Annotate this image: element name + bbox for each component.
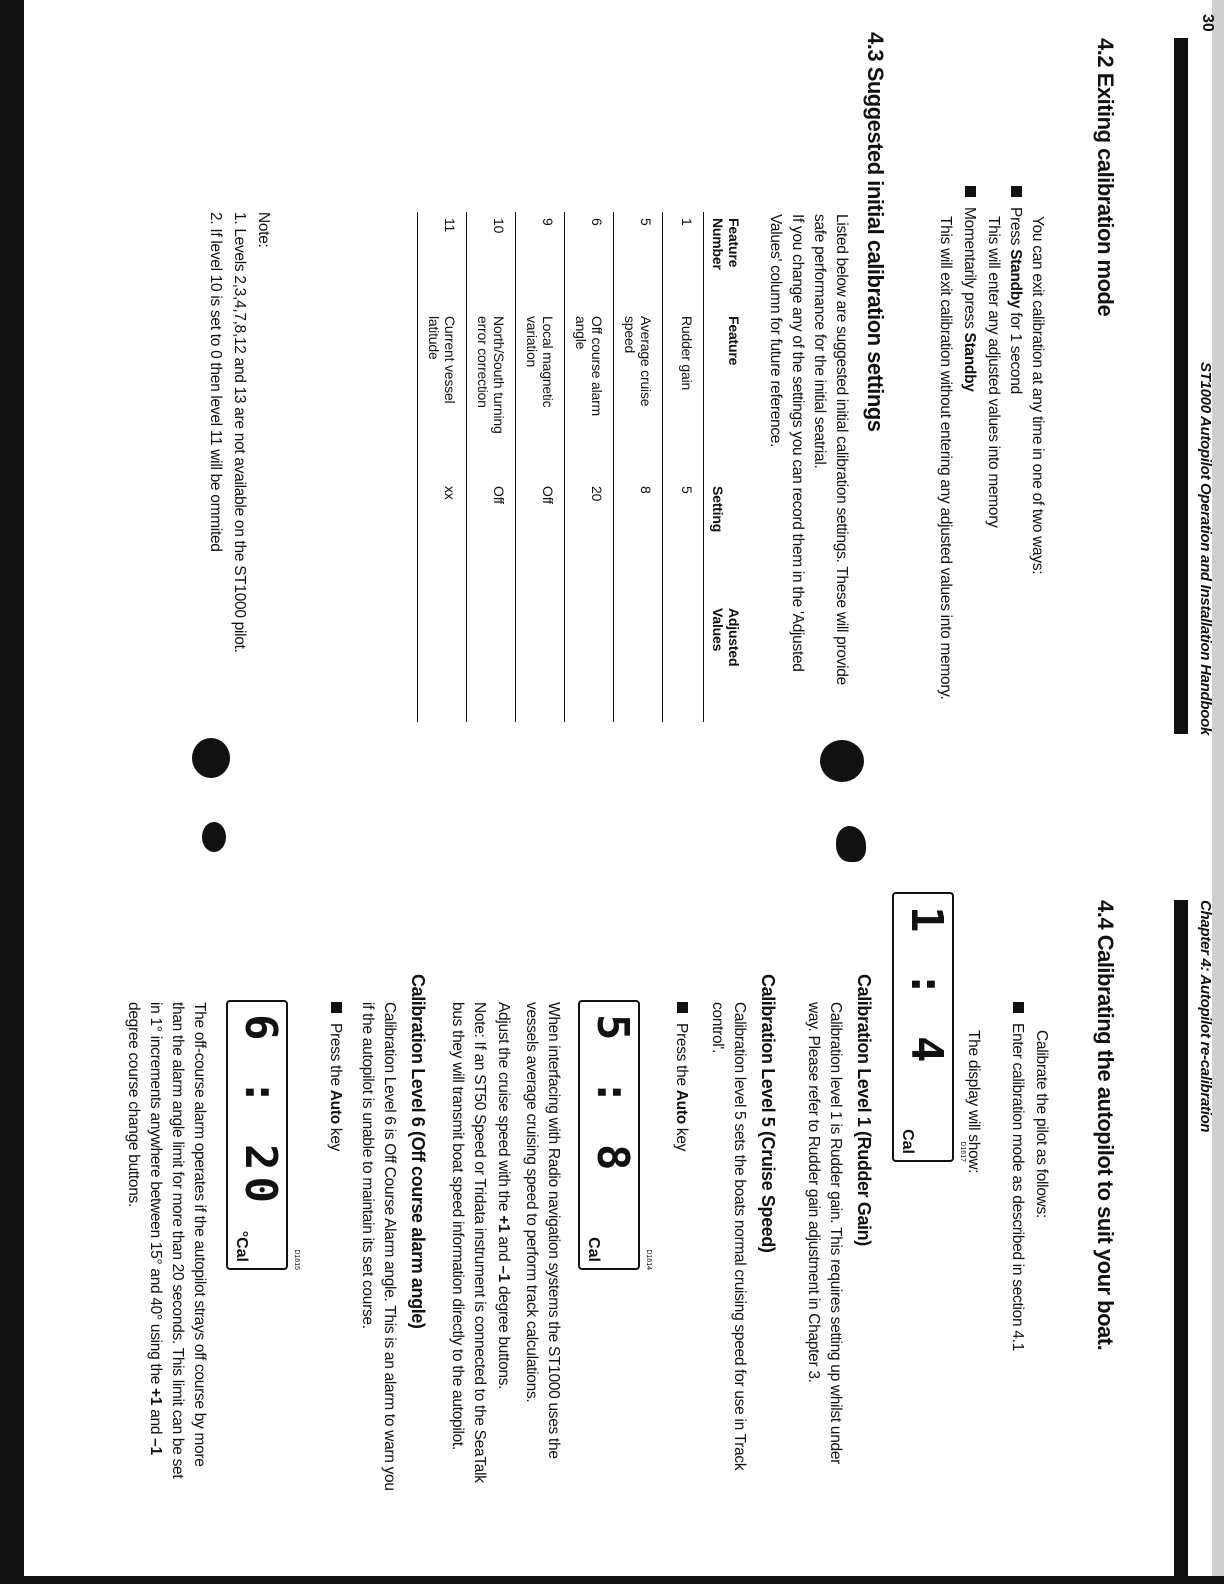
level-5-note: Note: If an ST50 Speed or Tridata instrument is connected to the SeaTalk bus they will transmit boat speed information directly to the autopilot.	[449, 1002, 488, 1483]
level-5-text: Calibration level 5 sets the boats normal cruising speed for use in Track control'.	[709, 1002, 748, 1471]
bullet-square-icon	[1013, 1002, 1024, 1013]
level-6-para-2: The off-course alarm operates if the autopilot strays off course by more than the alarm angle limit for more than 20 seconds. This limit can be set in 1° increments anywhere between 15° and 40° using the +1 and –1 degree course change buttons.	[125, 1002, 208, 1479]
cell-number: 10	[467, 212, 516, 310]
bullet-square-icon	[1011, 186, 1022, 197]
press-auto-step-1: Press the Auto key	[670, 1002, 692, 1151]
note-1: 1. Levels 2,3,4,7,8,12 and 13 are not available on the ST1000 pilot.	[231, 212, 248, 653]
cell-number: 5	[614, 212, 663, 310]
col-header-number: Feature Number	[704, 212, 749, 310]
cell-adjusted	[418, 602, 467, 722]
header-right-title: Chapter 4: Autopilot re-calibration	[1197, 900, 1214, 1133]
cell-adjusted	[663, 602, 704, 722]
table-row	[565, 212, 614, 722]
press-auto-step-2: Press the Auto key	[324, 1002, 346, 1151]
sec43-para-2: If you change any of the settings you can record them in the 'Adjusted Values' column for future reference.	[767, 214, 806, 672]
cell-adjusted	[467, 602, 516, 722]
section-4-2-title: 4.2 Exiting calibration mode	[1093, 38, 1118, 317]
col-header-feature: Feature	[704, 310, 749, 480]
col-header-setting: Setting	[704, 480, 749, 602]
cell-feature: Rudder gain	[663, 310, 704, 480]
cell-number: 9	[516, 212, 565, 310]
cell-setting: 5	[663, 480, 704, 602]
sec44-display-will-show: The display will show:	[965, 1030, 982, 1174]
cell-setting: Off	[467, 480, 516, 602]
level-1-title: Calibration Level 1 (Rudder Gain)	[854, 974, 874, 1246]
cell-setting: xx	[418, 480, 467, 602]
sec42-bullet-1-desc: This will enter any adjusted values into memory	[985, 216, 1002, 528]
sec42-bullet-2-desc: This will exit calibration without entering any adjusted values into memory.	[937, 216, 954, 700]
cell-setting: 20	[565, 480, 614, 602]
cell-number: 1	[663, 212, 704, 310]
table-row	[467, 212, 516, 722]
header-left-title: ST1000 Autopilot Operation and Installation Handbook	[1197, 362, 1214, 736]
cell-adjusted	[565, 602, 614, 722]
cell-setting: Off	[516, 480, 565, 602]
cell-feature: North/South turning error correction	[467, 310, 516, 480]
punch-hole	[820, 740, 864, 782]
cell-adjusted	[614, 602, 663, 722]
cell-feature: Average cruise speed	[614, 310, 663, 480]
table-row	[614, 212, 663, 722]
cell-adjusted	[516, 602, 565, 722]
cell-number: 11	[418, 212, 467, 310]
table-header-row	[704, 212, 749, 722]
bullet-square-icon	[965, 186, 976, 197]
cell-number: 6	[565, 212, 614, 310]
punch-hole	[836, 826, 866, 862]
note-label: Note:	[255, 212, 272, 248]
punch-hole	[192, 738, 230, 778]
bullet-square-icon	[331, 1002, 342, 1013]
level-6-text: Calibration Level 6 is Off Course Alarm angle. This is an alarm to warn you if the autopilot is unable to maintain its set course.	[359, 1002, 398, 1491]
header-bar-left	[1174, 38, 1188, 734]
sec44-bullet-1: Enter calibration mode as described in section 4.1	[1006, 1002, 1028, 1351]
note-2: 2. If level 10 is set to 0 then level 11 will be ommited	[207, 212, 224, 552]
lcd-display-level-1: 1 : 4 Cal D1617	[892, 892, 954, 1162]
bullet-square-icon	[677, 1002, 688, 1013]
cell-setting: 8	[614, 480, 663, 602]
level-6-title: Calibration Level 6 (Off course alarm angle)	[408, 974, 428, 1329]
table-row	[663, 212, 704, 722]
level-5-title: Calibration Level 5 (Cruise Speed)	[758, 974, 778, 1253]
section-4-4-title: 4.4 Calibrating the autopilot to suit your boat.	[1093, 900, 1118, 1351]
sec43-para-1: Listed below are suggested initial calibration settings. These will provide safe performance for the initial seatrial.	[811, 214, 850, 685]
lcd-display-level-6: 6 : 20 °Cal D1615	[226, 1000, 288, 1270]
sec42-intro: You can exit calibration at any time in one of two ways:	[1029, 216, 1046, 575]
sec42-bullet-1: Press Standby for 1 second	[1004, 186, 1026, 394]
cell-feature: Current vessel latitude	[418, 310, 467, 480]
header-bar-right	[1174, 900, 1188, 1584]
level-5-para-3: Adjust the cruise speed with the +1 and –1 degree buttons.	[495, 1002, 512, 1390]
cell-feature: Local magnetic variation	[516, 310, 565, 480]
punch-hole	[202, 822, 226, 852]
sec44-intro: Calibrate the pilot as follows:	[1033, 1030, 1050, 1218]
table-row	[516, 212, 565, 722]
cell-feature: Off course alarm angle	[565, 310, 614, 480]
lcd-display-level-5: 5 : 8 Cal D1614	[578, 1000, 640, 1270]
sec42-bullet-2: Momentarily press Standby	[958, 186, 980, 392]
level-5-para-2: When interfacing with Radio navigation systems the ST1000 uses the vessels average cruising speed to perform track calculations.	[523, 1002, 562, 1459]
calibration-table	[417, 212, 748, 722]
section-4-3-title: 4.3 Suggested initial calibration settings	[863, 32, 888, 432]
table-row	[418, 212, 467, 722]
page-number: 30	[1199, 14, 1216, 32]
col-header-adjusted: Adjusted Values	[704, 602, 749, 722]
level-1-text: Calibration level 1 is Rudder gain. This requires setting up whilst under way. Please refer to Rudder gain adjustment in Chapter 3.	[805, 1002, 844, 1465]
